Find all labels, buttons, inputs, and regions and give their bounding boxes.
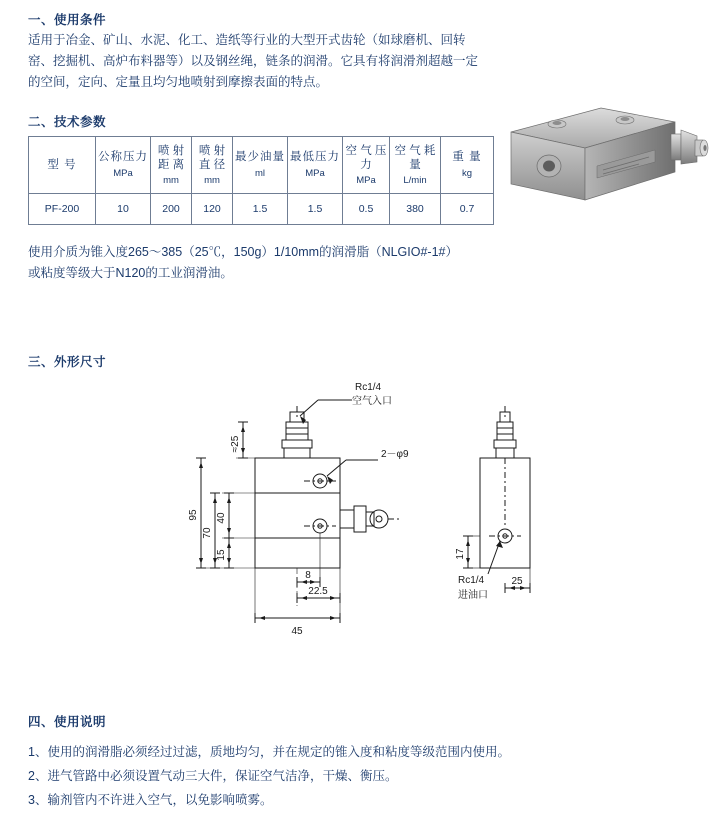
table-header-cell-weight: 重 量 kg <box>441 137 494 194</box>
tech-params-table <box>28 136 494 225</box>
table-header-cell-min-oil-volume: 最少油量 ml <box>233 137 288 194</box>
drawing-dim-25-right: 25 <box>511 576 523 587</box>
drawing-label-holes: 2－φ9 <box>381 449 409 460</box>
table-cell-air-consumption: 380 <box>390 194 441 225</box>
dimension-drawing <box>188 378 620 668</box>
instruction-item-2: 2、进气管路中必须设置气动三大件，保证空气洁净，干燥、衡压。 <box>28 769 398 783</box>
section-body-usage-conditions: 适用于冶金、矿山、水泥、化工、造纸等行业的大型开式齿轮（如球磨机、回转窑、挖掘机、高炉布料器等）以及钢丝绳，链条的润滑。它具有将润滑剂超越一定的空间，定向、定量且均匀地喷射到摩擦表面的特点。 <box>28 33 479 89</box>
section-title-instructions: 四、使用说明 <box>28 715 107 729</box>
table-cell-weight: 0.7 <box>441 194 494 225</box>
section-note-tech-params: 使用介质为锥入度265～385（25℃，150g）1/10mm的润滑脂（NLGIO#-1#）或粘度等级大于N120的工业润滑油。 <box>28 245 458 280</box>
table-cell-min-pressure: 1.5 <box>288 194 343 225</box>
section-body-instructions <box>28 742 628 814</box>
drawing-dim-95: 95 <box>188 509 199 521</box>
table-cell-air-pressure: 0.5 <box>343 194 390 225</box>
section-title-tech-params: 二、技术参数 <box>28 115 107 129</box>
table-header-row <box>29 137 494 194</box>
table-header-cell-air-consumption: 空 气 耗 量 L/min <box>390 137 441 194</box>
table-cell-spray-distance: 200 <box>151 194 192 225</box>
table-header-cell-spray-distance: 喷 射 距 离 mm <box>151 137 192 194</box>
drawing-dim-22-5: 22.5 <box>308 586 328 597</box>
instruction-item-1: 1、使用的润滑脂必须经过过滤，质地均匀，并在规定的锥入度和粘度等级范围内使用。 <box>28 745 510 759</box>
table-cell-min-oil-volume: 1.5 <box>233 194 288 225</box>
drawing-label-air-inlet-thread: Rc1/4 <box>355 382 382 393</box>
drawing-dim-25-top: ≈25 <box>230 435 241 453</box>
section-title-usage-conditions: 一、使用条件 <box>28 13 107 27</box>
table-header-cell-air-pressure: 空 气 压 力 MPa <box>343 137 390 194</box>
table-header-cell-min-pressure: 最低压力 MPa <box>288 137 343 194</box>
drawing-label-oil-inlet-text: 进油口 <box>458 590 488 601</box>
table-row <box>29 194 494 225</box>
table-header-cell-nominal-pressure: 公称压力 MPa <box>96 137 151 194</box>
drawing-dim-8: 8 <box>305 570 311 581</box>
drawing-dim-15: 15 <box>216 549 227 561</box>
table-cell-spray-diameter: 120 <box>192 194 233 225</box>
drawing-label-oil-inlet-thread: Rc1/4 <box>458 575 485 586</box>
drawing-label-air-inlet-text: 空气入口 <box>352 396 392 407</box>
drawing-dim-17: 17 <box>455 548 466 560</box>
table-header-cell-spray-diameter: 喷 射 直 径 mm <box>192 137 233 194</box>
table-cell-nominal-pressure: 10 <box>96 194 151 225</box>
table-cell-model: PF-200 <box>29 194 96 225</box>
drawing-dim-70: 70 <box>202 527 213 539</box>
drawing-dim-45: 45 <box>291 626 303 637</box>
section-title-dimensions: 三、外形尺寸 <box>28 355 107 369</box>
product-photo <box>505 100 711 218</box>
instruction-item-3: 3、输剂管内不许进入空气，以免影响喷雾。 <box>28 793 273 807</box>
drawing-dim-40: 40 <box>216 512 227 524</box>
table-header-cell-model: 型 号 <box>29 137 96 194</box>
